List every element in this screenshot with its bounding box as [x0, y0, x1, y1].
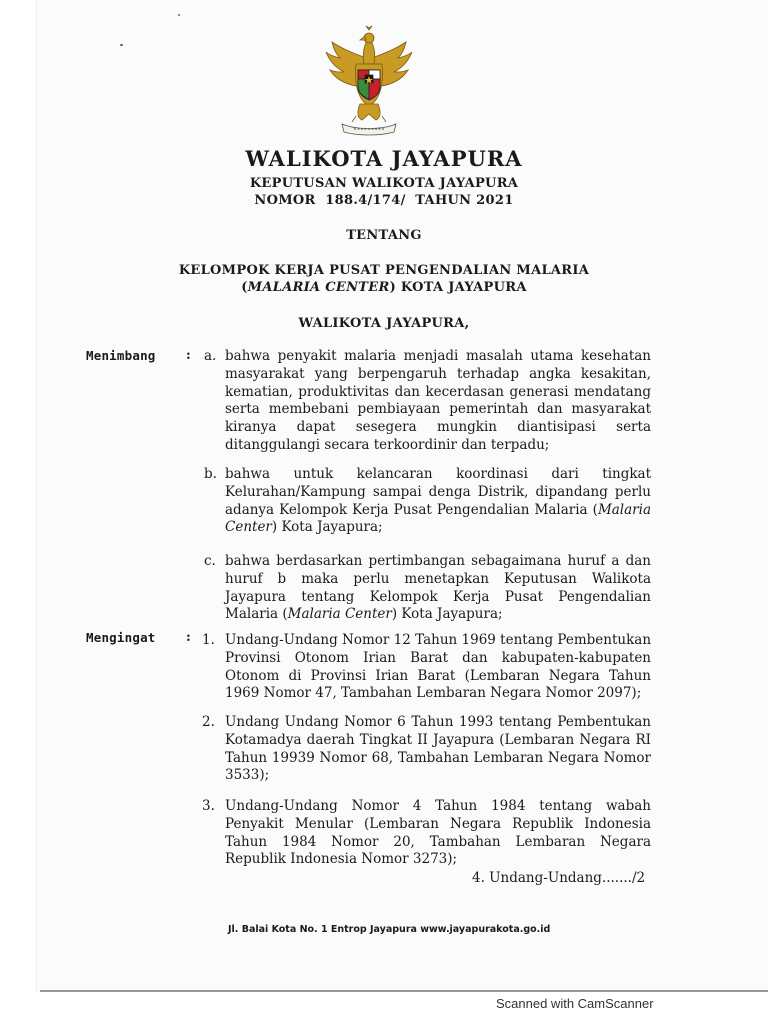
- mengingat-item-1: Undang-Undang Nomor 12 Tahun 1969 tentang Pembentukan Provinsi Otonom Irian Barat dan kabupaten-kabupaten Otonom di Provinsi Irian Barat (Lembaran Negara Tahun 1969 Nomor 47, Tambahan Lembaran Negara Nomor 2097);: [225, 632, 652, 702]
- menimbang-marker-b: b.: [204, 466, 217, 482]
- mengingat-marker-1: 1.: [202, 632, 215, 648]
- scan-edge: [40, 990, 768, 992]
- menimbang-item-c: [225, 553, 651, 624]
- next-page-reference: 4. Undang-Undang......./2: [472, 870, 646, 886]
- subject-italic: MALARIA CENTER: [247, 280, 390, 295]
- menimbang-item-b: [225, 466, 651, 537]
- menimbang-item-a: bahwa penyakit malaria menjadi masalah utama kesehatan masyarakat yang berpengaruh terhadap angka kesakitan, kematian, produktivitas dan kecerdasan generasi mendatang serta membebani pembiayaan pemerintah dan masyarakat kiranya dapat sesegera mungkin diantisipasi serta ditanggulangi secara terkoordinir dan terpadu;: [225, 348, 651, 453]
- issuer-heading: WALIKOTA JAYAPURA,: [298, 316, 470, 331]
- scan-speck: [120, 44, 123, 46]
- about-heading: TENTANG: [346, 228, 422, 243]
- mengingat-marker-2: 2.: [202, 714, 215, 730]
- footer-address: Jl. Balai Kota No. 1 Entrop Jayapura www.jayapurakota.go.id: [228, 924, 551, 935]
- subject-line-1: KELOMPOK KERJA PUSAT PENGENDALIAN MALARIA: [178, 263, 590, 278]
- subject-paren-open: (: [241, 280, 248, 295]
- menimbang-c-text: bahwa berdasarkan pertimbangan sebagaimana huruf a dan huruf b maka perlu menetapkan Keputusan Walikota Jayapura tentang Kelompok Kerja Pusat Pengendalian Malaria (: [225, 553, 651, 623]
- menimbang-colon: :: [186, 348, 191, 363]
- menimbang-b-text: bahwa untuk kelancaran koordinasi dari tingkat Kelurahan/Kampung sampai denga Distrik, dipandang perlu adanya Kelompok Kerja Pusat Pengendalian Malaria (: [225, 466, 651, 518]
- document-title: WALIKOTA JAYAPURA: [245, 146, 523, 171]
- menimbang-marker-a: a.: [204, 348, 217, 364]
- menimbang-b-after: ) Kota Jayapura;: [271, 519, 383, 536]
- menimbang-marker-c: c.: [204, 553, 216, 569]
- mengingat-item-2: Undang Undang Nomor 6 Tahun 1993 tentang Pembentukan Kotamadya daerah Tingkat II Jayapura (Lembaran Negara RI Tahun 19939 Nomor 68, Tambahan Lembaran Negara Nomor 3533);: [225, 714, 651, 784]
- mengingat-label: Mengingat: [86, 630, 156, 645]
- mengingat-marker-3: 3.: [202, 798, 215, 814]
- menimbang-c-after: ) Kota Jayapura;: [391, 606, 503, 623]
- mengingat-colon: :: [186, 630, 191, 645]
- menimbang-label: Menimbang: [86, 348, 156, 363]
- scan-speck: [178, 14, 180, 16]
- decree-title: KEPUTUSAN WALIKOTA JAYAPURA: [249, 176, 519, 191]
- garuda-emblem: [322, 24, 416, 138]
- decree-number: NOMOR 188.4/174/ TAHUN 2021: [254, 193, 514, 208]
- mengingat-item-3: Undang-Undang Nomor 4 Tahun 1984 tentang wabah Penyakit Menular (Lembaran Negara Republik Indonesia Tahun 1984 Nomor 20, Tambahan Lembaran Negara Republik Indonesia Nomor 3273);: [225, 798, 651, 868]
- subject-line-2: [0, 280, 768, 295]
- menimbang-b-italic: Malaria Center: [225, 501, 651, 536]
- camscanner-watermark: Scanned with CamScanner: [496, 996, 654, 1011]
- menimbang-c-italic: Malaria Center: [287, 606, 392, 623]
- subject-rest: ) KOTA JAYAPURA: [389, 280, 527, 295]
